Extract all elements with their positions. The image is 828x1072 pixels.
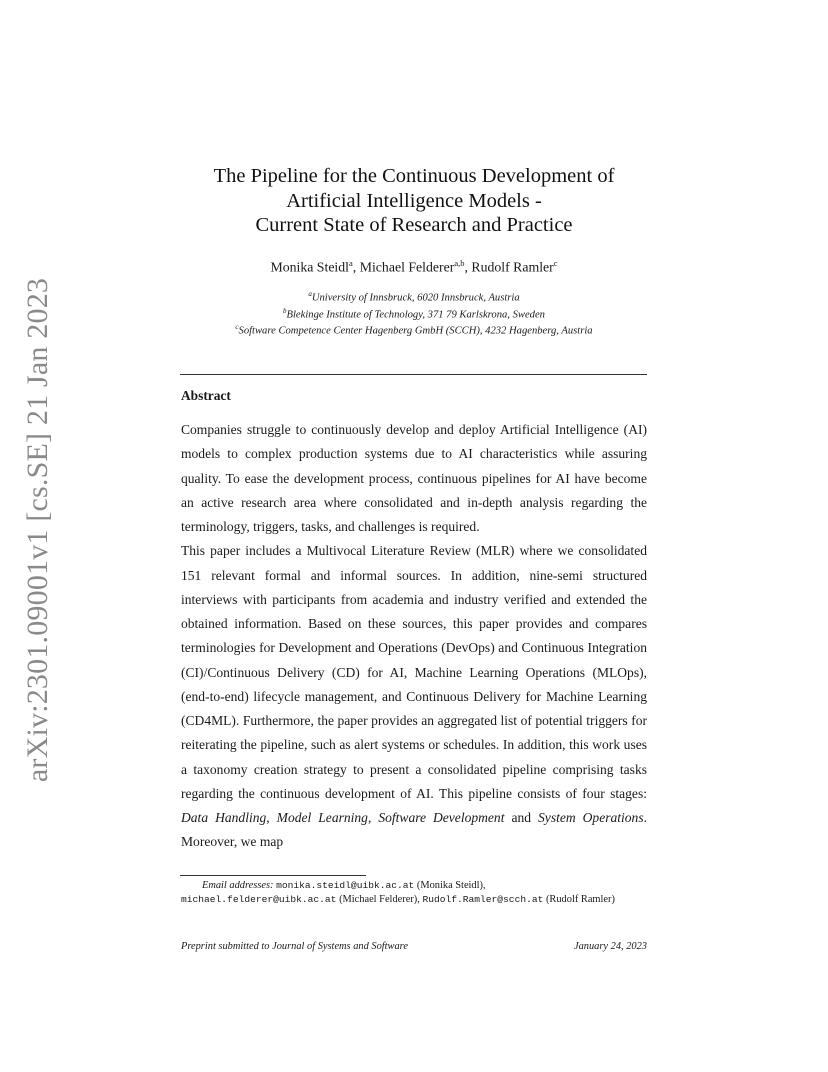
email-footnote <box>181 879 651 907</box>
author-name: Michael Felderer <box>359 259 455 275</box>
email-address[interactable]: monika.steidl@uibk.ac.at <box>276 880 415 891</box>
affiliation-text: University of Innsbruck, 6020 Innsbruck, Austria <box>311 292 520 304</box>
title-line: Artificial Intelligence Models - <box>286 189 542 212</box>
stage-name: Model Learning <box>276 810 368 825</box>
author-name: Monika Steidl <box>270 259 350 275</box>
paper-title <box>150 164 678 238</box>
affiliation-line <box>150 305 678 322</box>
abstract-paragraph <box>181 539 647 854</box>
abstract-paragraph: Companies struggle to continuously develop and deploy Artificial Intelligence (AI) models to complex production systems due to AI characteristics while assuring quality. To ease the development process, continuous pipelines for AI have become an active research area where consolidated and in-depth analysis regarding the terminology, triggers, tasks, and challenges is required. <box>181 422 647 534</box>
author-affiliation-mark: a <box>349 258 353 268</box>
arxiv-identifier-stamp <box>18 277 58 783</box>
email-label: Email addresses: <box>202 880 274 891</box>
email-address[interactable]: Rudolf.Ramler@scch.at <box>422 894 544 905</box>
preprint-date: January 24, 2023 <box>573 941 647 952</box>
author-affiliation-mark: c <box>553 258 558 268</box>
footnote-divider <box>180 875 366 876</box>
affiliation-text: Blekinge Institute of Technology, 371 79 Karlskrona, Sweden <box>286 309 545 321</box>
abstract-divider <box>180 374 647 375</box>
affiliation-line <box>150 288 678 305</box>
stage-name: System Operations <box>538 810 644 825</box>
email-address[interactable]: michael.felderer@uibk.ac.at <box>181 894 337 905</box>
title-line: The Pipeline for the Continuous Development of <box>213 165 615 187</box>
email-owner: (Michael Felderer), <box>339 894 420 905</box>
abstract-body <box>181 418 647 855</box>
abstract-text: and <box>504 810 539 825</box>
affiliation-list <box>150 288 678 338</box>
abstract-text: , <box>266 810 277 825</box>
author-list: Monika Steidl$^a$, Michael Felderer$^{a,b}$, Rudolf Ramler$^c$ <box>270 258 558 275</box>
affiliation-text: Software Competence Center Hagenberg GmbH (SCCH), 4232 Hagenberg, Austria <box>238 326 593 337</box>
affiliation-mark: b <box>283 306 287 315</box>
abstract-text: This paper includes a Multivocal Literature Review (MLR) where we consolidated 151 relevant formal and informal sources. In addition, nine-semi structured interviews with participants from academia and industry verified and extended the obtained information. Based on these sources, this paper provides and compares terminologies for Development and Operations (DevOps) and Continuous Integration (CI)/Continuous Delivery (CD) for AI, Machine Learning Operations (MLOps), (end-to-end) lifecycle management, and Continuous Delivery for Machine Learning (CD4ML). Furthermore, the paper provides an aggregated list of potential triggers for reiterating the pipeline, such as alert systems or schedules. In addition, this work uses a taxonomy creation strategy to present a consolidated pipeline comprising tasks regarding the continuous development of AI. This pipeline consists of four stages: <box>181 543 647 801</box>
stage-name: Data Handling <box>181 810 267 825</box>
title-line: Current State of Research and Practice <box>255 214 573 236</box>
abstract-heading: Abstract <box>181 388 231 403</box>
abstract-text: , <box>367 810 379 825</box>
author-name: Rudolf Ramler <box>471 259 554 275</box>
footnote-line <box>181 879 651 893</box>
stage-name: Software Development <box>378 810 505 825</box>
abstract-text: . Moreover, we map <box>181 810 647 850</box>
author-affiliation-mark: a,b <box>454 258 465 268</box>
email-owner: (Monika Steidl), <box>416 880 486 891</box>
affiliation-mark: a <box>308 290 312 298</box>
arxiv-identifier-text: arXiv:2301.09001v1 [cs.SE] 21 Jan 2023 <box>21 277 54 783</box>
affiliation-line <box>150 321 678 338</box>
preprint-note: Preprint submitted to Journal of Systems and Software <box>181 941 408 952</box>
email-owner: (Rudolf Ramler) <box>545 894 615 905</box>
footnote-line <box>181 893 651 907</box>
affiliation-mark: c <box>235 323 239 332</box>
